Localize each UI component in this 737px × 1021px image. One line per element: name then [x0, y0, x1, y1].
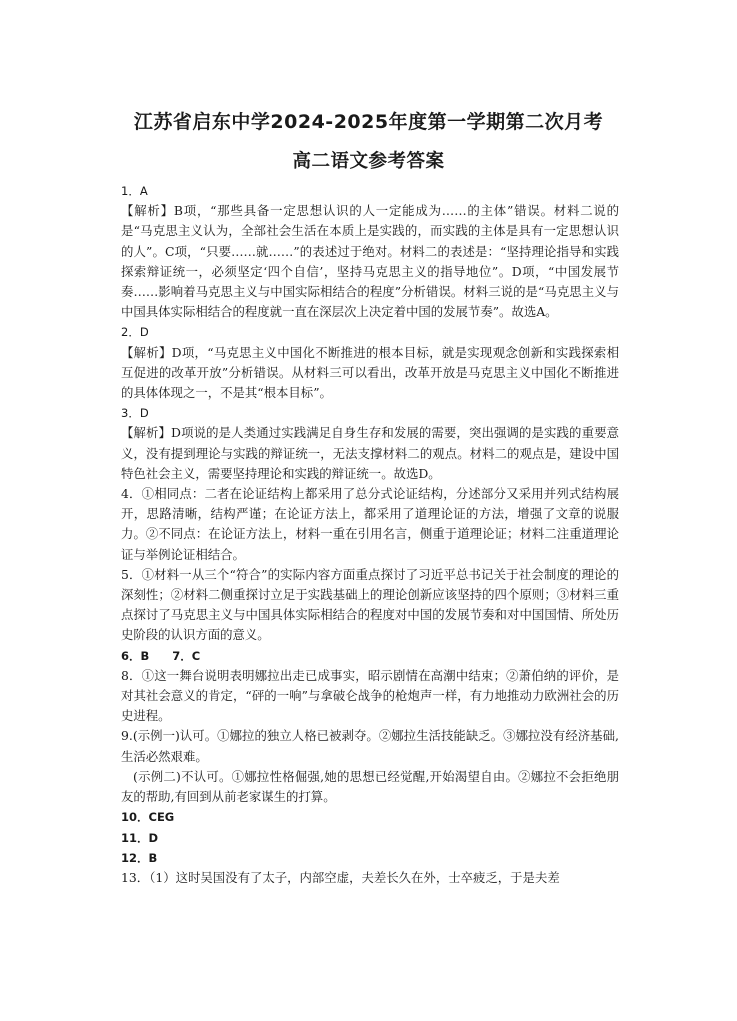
answer-13: 13．（1）这时吴国没有了太子，内部空虚，夫差长久在外，士卒疲乏，于是夫差 — [121, 869, 560, 885]
explanation-1: 【解析】B项，“那些具备一定思想认识的人一定能成为……的主体”错误。材料二说的是“马克思主义认为，全部社会生活在本质上是实践的，而实践的主体是具有一定思想认识的人”。C项，“只要……就……”的表述过于绝对。材料二的表述是：“坚持理论指导和实践探索辩证统一，必须坚定‘四个自信’，坚持马克思主义的指导地位”。D项，“中国发展节奏……影响着马克思主义与中国实际相结合的程度”分析错误。材料三说的是“马克思主义与中国具体实际相结合的程度就一直在深层次上决定着中国的发展节奏”。故选A。 — [121, 203, 619, 320]
document-title: 江苏省启东中学2024-2025年度第一学期第二次月考 — [133, 111, 604, 133]
answer-12: 12．B — [121, 850, 158, 865]
answer-10: 10．CEG — [121, 810, 175, 825]
answer-3: 3．D — [121, 406, 149, 421]
explanation-2: 【解析】D项，“马克思主义中国化不断推进的根本目标，就是实现观念创新和实践探索相互促进的改革开放”分析错误。从材料三可以看出，改革开放是马克思主义中国化不断推进的具体体现之一，不是其“根本目标”。 — [121, 344, 619, 401]
answer-body — [121, 181, 619, 888]
answer-4: 4．①相同点：二者在论证结构上都采用了总分式论证结构，分述部分又采用并列式结构展开，思路清晰，结构严谨；在论证方法上，都采用了道理论证的方法，增强了文章的说服力。②不同点：在论证方法上，材料一重在引用名言，侧重于道理论证；材料二注重道理论证与举例论证相结合。 — [121, 486, 619, 562]
answer-5: 5．①材料一从三个“符合”的实际内容方面重点探讨了习近平总书记关于社会制度的理论的深刻性；②材料二侧重探讨立足于实践基础上的理论创新应该坚持的四个原则；③材料三重点探讨了马克思主义与中国具体实际相结合的程度对中国的发展节奏和对中国国情、所处历史阶段的认识方面的意义。 — [121, 566, 619, 643]
explanation-3: 【解析】D项说的是人类通过实践满足自身生存和发展的需要，突出强调的是实践的重要意义，没有提到理论与实践的辩证统一，无法支撑材料二的观点。材料二的观点是，建设中国特色社会主义，需要坚持理论和实践的辩证统一。故选D。 — [121, 425, 619, 481]
answer-2: 2．D — [121, 325, 149, 340]
answer-6-7: 6．B 7．C — [121, 648, 201, 663]
answer-11: 11．D — [121, 830, 159, 845]
answer-9-example-1: 9.(示例一)认可。①娜拉的独立人格已被剥夺。②娜拉生活技能缺乏。③娜拉没有经济基础,生活必然艰难。 — [121, 728, 619, 764]
answer-8: 8．①这一舞台说明表明娜拉出走已成事实，昭示剧情在高潮中结束；②萧伯纳的评价，是对其社会意义的肯定，“砰的一响”与拿破仑战争的枪炮声一样，有力地推动力欧洲社会的历史进程。 — [121, 667, 619, 724]
answer-1: 1．A — [121, 184, 148, 198]
answer-9-example-2: (示例二)不认可。①娜拉性格倔强,她的思想已经觉醒,开始渴望自由。②娜拉不会拒绝朋友的帮助,有回到从前老家谋生的打算。 — [121, 768, 619, 805]
document-subtitle: 高二语文参考答案 — [292, 151, 445, 172]
